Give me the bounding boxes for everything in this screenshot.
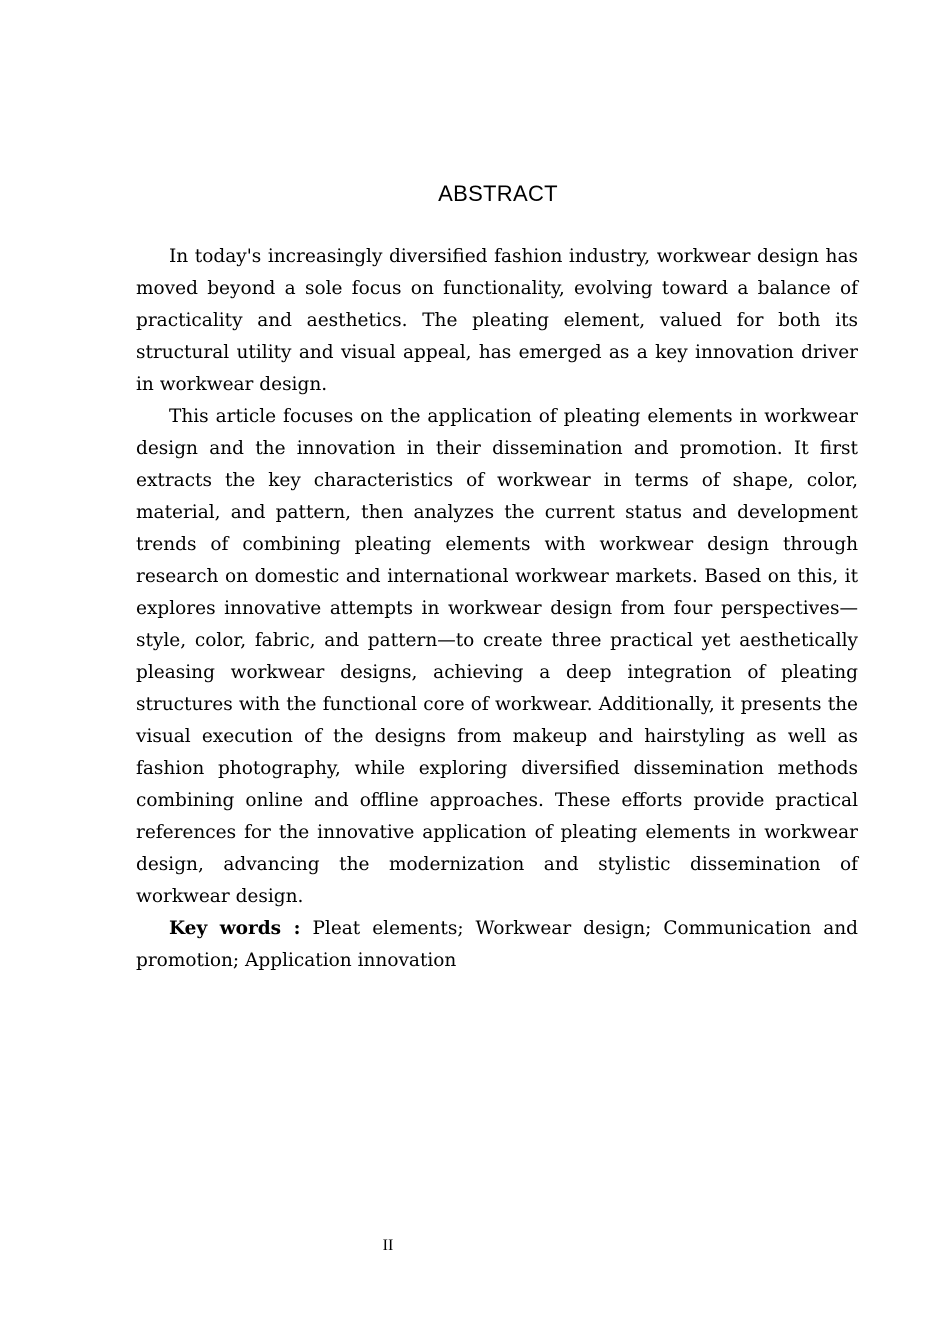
- abstract-paragraph-2: This article focuses on the application of pleating elements in workwear design and the innovation in their dissemination and promotion. It first extracts the key characteristics of workwear in terms of shape, color, material, and pattern, then analyzes the current status and development trends of combining pleating elements with workwear design through research on domestic and international workwear markets. Based on this, it explores innovative attempts in workwear design from four perspectives—style, color, fabric, and pattern—to create three practical yet aesthetically pleasing workwear designs, achieving a deep integration of pleating structures with the functional core of workwear. Additionally, it presents the visual execution of the designs from makeup and hairstyling as well as fashion photography, while exploring diversified dissemination methods combining online and offline approaches. These efforts provide practical references for the innovative application of pleating elements in workwear design, advancing the modernization and stylistic dissemination of workwear design.: [136, 406, 858, 907]
- page-number: II: [382, 1237, 394, 1254]
- abstract-paragraph-1: In today's increasingly diversified fashion industry, workwear design has moved beyond a sole focus on functionality, evolving toward a balance of practicality and aesthetics. The pleating element, valued for both its structural utility and visual appeal, has emerged as a key innovation driver in workwear design.: [136, 246, 858, 395]
- abstract-body: [136, 241, 858, 977]
- keywords-label: Key words :: [169, 918, 301, 939]
- page-title: ABSTRACT: [438, 181, 558, 206]
- keywords-text: Pleat elements; Workwear design; Communication and promotion; Application innovation: [136, 918, 858, 971]
- keywords-line: [136, 913, 858, 977]
